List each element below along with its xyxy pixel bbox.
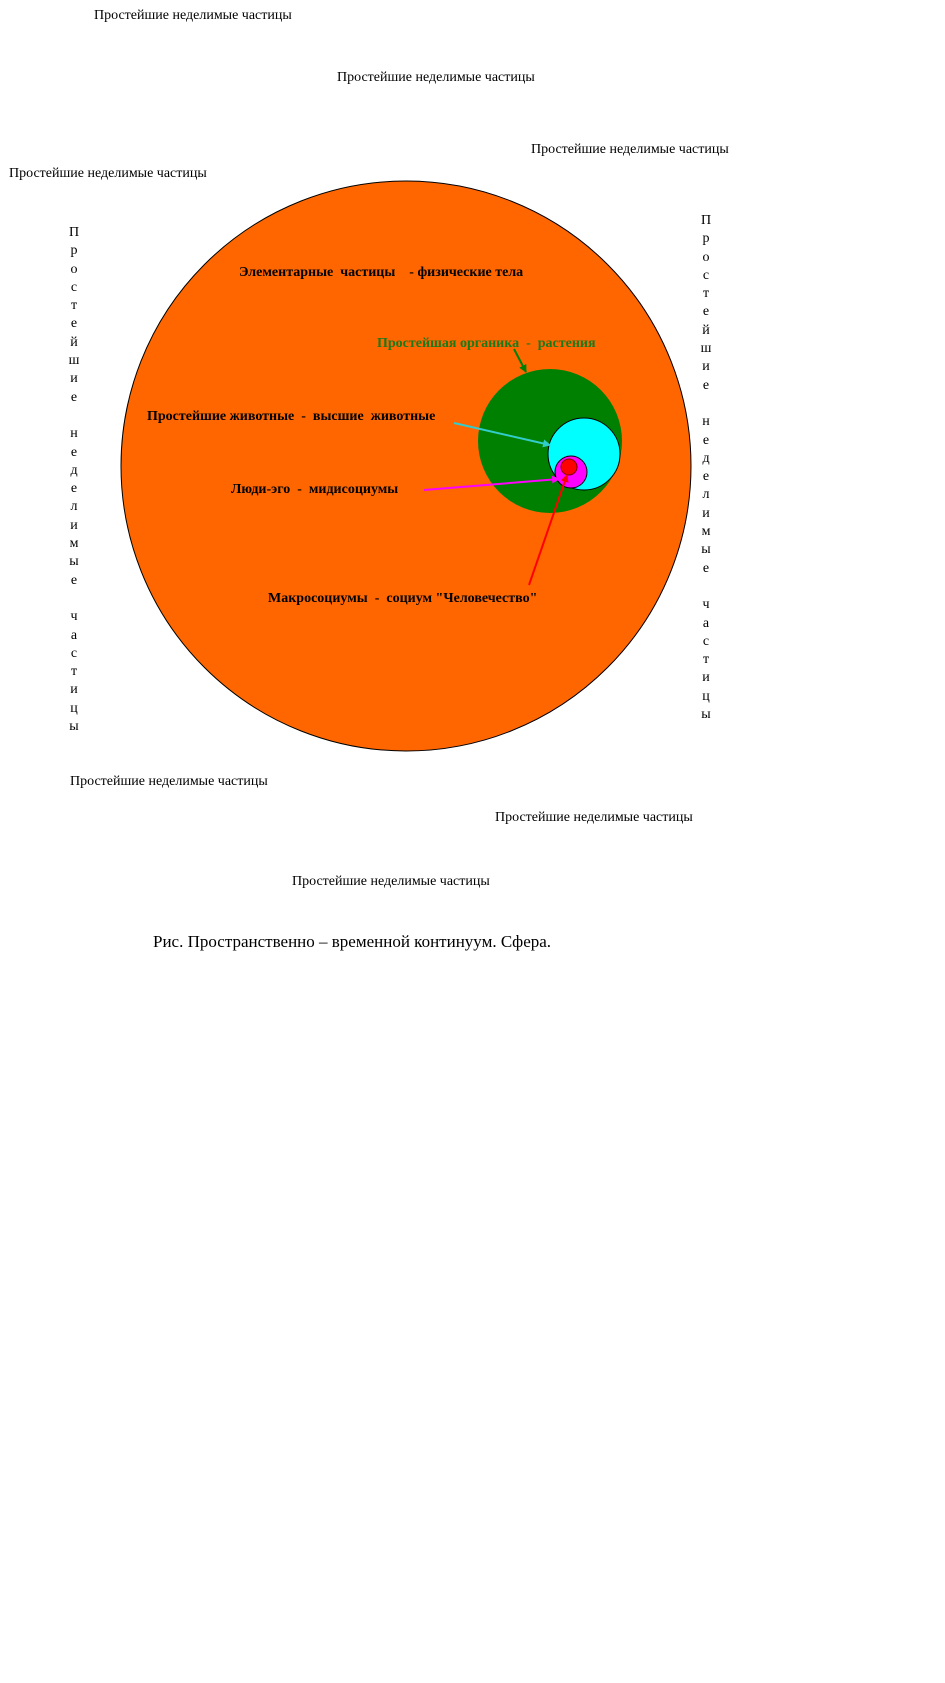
label-top-right: Простейшие неделимые частицы: [531, 142, 729, 157]
label-bottom-right: Простейшие неделимые частицы: [495, 810, 693, 825]
label-top-2: Простейшие неделимые частицы: [337, 70, 535, 85]
label-top-1: Простейшие неделимые частицы: [94, 8, 292, 23]
label-organic: Простейшая органика - растения: [377, 336, 596, 351]
label-top-left: Простейшие неделимые частицы: [9, 166, 207, 181]
label-animals: Простейшие животные - высшие животные: [147, 409, 436, 424]
label-bottom-left: Простейшие неделимые частицы: [70, 774, 268, 789]
label-bottom-center: Простейшие неделимые частицы: [292, 874, 490, 889]
macro-sphere: [561, 459, 577, 475]
label-people: Люди-эго - мидисоциумы: [231, 482, 399, 497]
label-vertical-right: П р о с т е й ш и е н е д е л и м ы е ч а с т и ц ы: [700, 213, 712, 723]
label-macro: Макросоциумы - социум "Человечество": [268, 591, 538, 606]
figure-caption: Рис. Пространственно – временной континуум. Сфера.: [153, 932, 552, 951]
label-elementary: Элементарные частицы - физические тела: [239, 265, 524, 280]
label-vertical-left: П р о с т е й ш и е н е д е л и м ы е ч а с т и ц ы: [68, 225, 80, 735]
